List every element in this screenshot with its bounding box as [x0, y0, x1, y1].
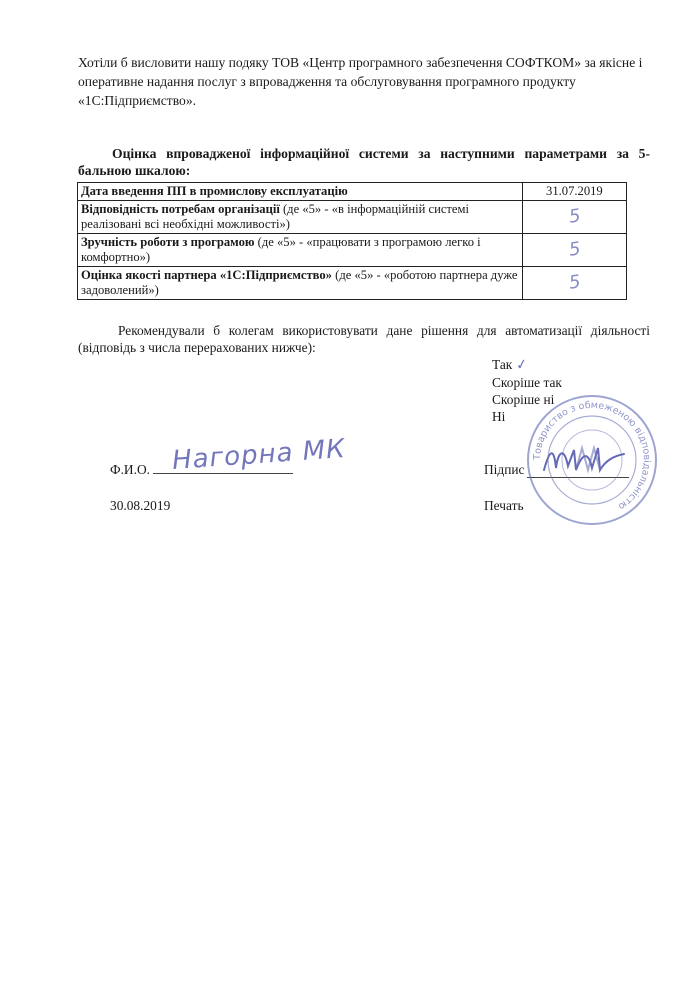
rating-table [77, 182, 627, 300]
rating-heading: Оцінка впровадженої інформаційної системи за наступними параметрами за 5-бальною шкалою: [78, 146, 650, 178]
fio-handwritten: Нагорна МК [171, 433, 347, 477]
handwritten-score: 5 [567, 204, 582, 228]
option-no: Ні [492, 409, 506, 424]
handwritten-score: 5 [567, 237, 582, 261]
param-label: Дата введення ПП в промислову експлуатацію [81, 184, 348, 198]
param-label: Відповідність потребам організації [81, 202, 280, 216]
option-yes: Так ✓ [492, 357, 529, 374]
signature-label: Підпис [484, 462, 525, 477]
recommend-paragraph: Рекомендували б колегам використовувати дане рішення для автоматизації діяльності (відповідь з числа перерахованих нижче): [78, 323, 650, 355]
param-value: 31.07.2019 [522, 183, 626, 201]
option-rather-no: Скоріше ні [492, 392, 555, 407]
table-row [78, 234, 627, 267]
param-note: (де «5» - «в інформаційній системі реалізовані всі необхідні можливості») [81, 202, 469, 231]
stamp-label: Печать [484, 498, 524, 513]
param-note: (де «5» - «працювати з програмою легко і комфортно») [81, 235, 481, 264]
param-label: Зручність роботи з програмою [81, 235, 255, 249]
fio-label: Ф.И.О. [110, 462, 150, 477]
company-seal-icon [524, 392, 660, 528]
option-rather-yes: Скоріше так [492, 375, 562, 390]
handwritten-score: 5 [567, 270, 582, 294]
param-note: (де «5» - «роботою партнера дуже задоволений») [81, 268, 518, 297]
param-label: Оцінка якості партнера «1С:Підприємство» [81, 268, 332, 282]
table-row [78, 267, 627, 300]
intro-paragraph: Хотіли б висловити нашу подяку ТОВ «Центр програмного забезпечення СОФТКОМ» за якісне і оперативне надання послуг з впровадження та обслуговування програмного продукту «1С:Підприємство». [78, 55, 643, 108]
document-date: 30.08.2019 [110, 498, 171, 513]
seal-text: Товариство з обмеженою відповідальністю [531, 399, 653, 512]
table-row [78, 183, 627, 201]
check-mark-icon: ✓ [514, 357, 529, 374]
table-row [78, 201, 627, 234]
